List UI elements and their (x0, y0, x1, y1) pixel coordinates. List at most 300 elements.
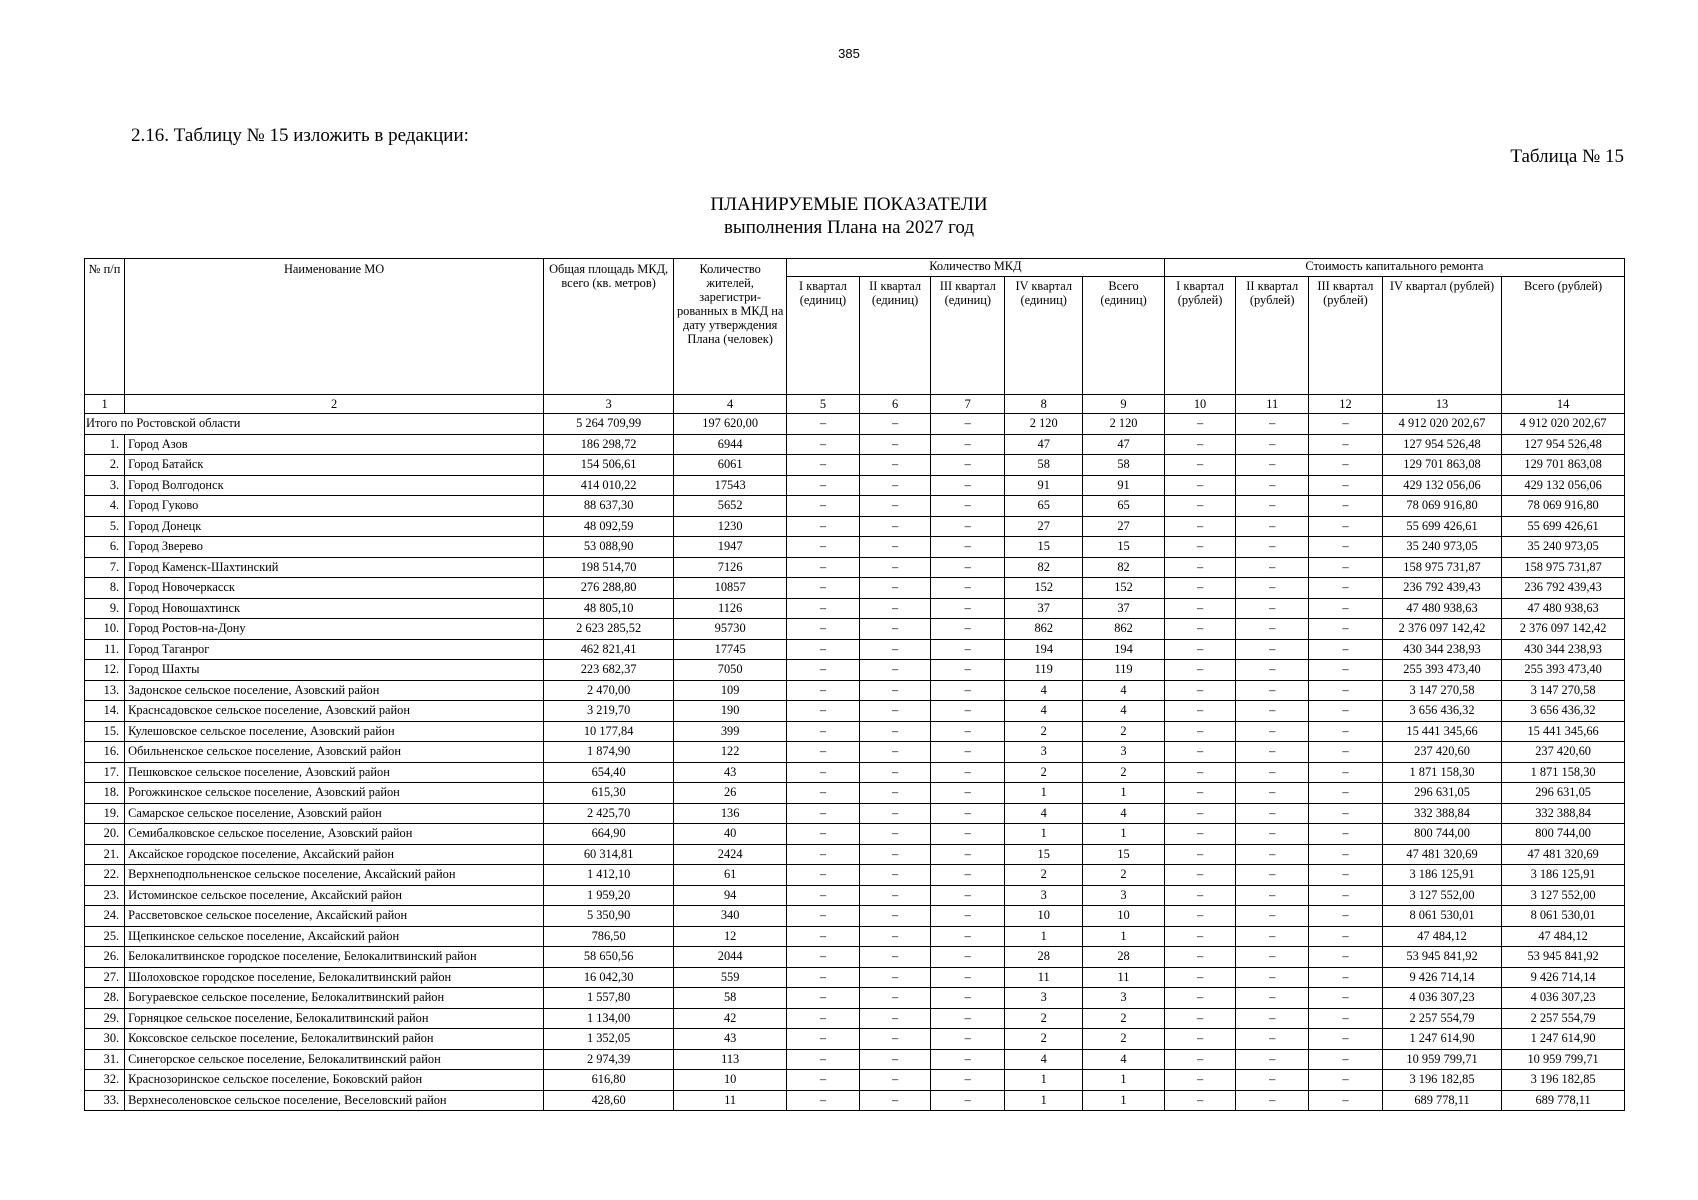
row-number: 23. (85, 885, 125, 906)
cost-q4-cell: 9 426 714,14 (1382, 967, 1501, 988)
mkd-q4-cell: 152 (1005, 578, 1083, 599)
column-number: 1 (85, 395, 125, 414)
cost-total-cell: 78 069 916,80 (1502, 496, 1625, 517)
cost-q3-cell: – (1309, 537, 1383, 558)
row-number: 5. (85, 516, 125, 537)
mkd-total-cell: 4 (1083, 1049, 1164, 1070)
cost-q3-cell: – (1309, 967, 1383, 988)
cost-total-cell: 158 975 731,87 (1502, 557, 1625, 578)
mkd-q2-cell: – (859, 475, 931, 496)
header-cost-q4: IV квартал (рублей) (1382, 277, 1501, 395)
table-row (85, 1008, 1625, 1029)
mkd-q4-cell: 1 (1005, 1090, 1083, 1111)
table-row (85, 475, 1625, 496)
cost-q2-cell: – (1236, 844, 1309, 865)
cost-total-cell: 53 945 841,92 (1502, 947, 1625, 968)
area-cell: 2 425,70 (544, 803, 674, 824)
mkd-total-cell: 37 (1083, 598, 1164, 619)
mkd-q3-cell: – (931, 988, 1005, 1009)
cost-q3-cell: – (1309, 680, 1383, 701)
column-number: 8 (1005, 395, 1083, 414)
table-row (85, 742, 1625, 763)
total-mkd-q4: 2 120 (1005, 414, 1083, 435)
cost-q3-cell: – (1309, 516, 1383, 537)
cost-q3-cell: – (1309, 721, 1383, 742)
area-cell: 53 088,90 (544, 537, 674, 558)
row-number: 17. (85, 762, 125, 783)
cost-q4-cell: 296 631,05 (1382, 783, 1501, 804)
plan-table (84, 258, 1625, 1111)
mkd-q1-cell: – (787, 865, 860, 886)
residents-cell: 7050 (674, 660, 787, 681)
total-label: Итого по Ростовской области (85, 414, 544, 435)
mkd-q4-cell: 1 (1005, 1070, 1083, 1091)
residents-cell: 10857 (674, 578, 787, 599)
row-number: 2. (85, 455, 125, 476)
row-number: 3. (85, 475, 125, 496)
row-number: 16. (85, 742, 125, 763)
mkd-q4-cell: 82 (1005, 557, 1083, 578)
mkd-q1-cell: – (787, 619, 860, 640)
municipality-name: Город Батайск (125, 455, 544, 476)
row-number: 31. (85, 1049, 125, 1070)
mkd-q3-cell: – (931, 455, 1005, 476)
residents-cell: 6944 (674, 434, 787, 455)
mkd-q4-cell: 4 (1005, 701, 1083, 722)
total-cost-total: 4 912 020 202,67 (1502, 414, 1625, 435)
cost-total-cell: 55 699 426,61 (1502, 516, 1625, 537)
cost-q3-cell: – (1309, 1049, 1383, 1070)
residents-cell: 12 (674, 926, 787, 947)
cost-total-cell: 1 871 158,30 (1502, 762, 1625, 783)
residents-cell: 17543 (674, 475, 787, 496)
cost-q2-cell: – (1236, 783, 1309, 804)
cost-total-cell: 3 656 436,32 (1502, 701, 1625, 722)
cost-q3-cell: – (1309, 885, 1383, 906)
mkd-q3-cell: – (931, 803, 1005, 824)
mkd-q1-cell: – (787, 947, 860, 968)
cost-q1-cell: – (1164, 885, 1236, 906)
cost-q3-cell: – (1309, 496, 1383, 517)
mkd-q2-cell: – (859, 947, 931, 968)
cost-q4-cell: 47 480 938,63 (1382, 598, 1501, 619)
municipality-name: Краснсадовское сельское поселение, Азовский район (125, 701, 544, 722)
mkd-q2-cell: – (859, 844, 931, 865)
mkd-total-cell: 65 (1083, 496, 1164, 517)
mkd-total-cell: 58 (1083, 455, 1164, 476)
area-cell: 1 352,05 (544, 1029, 674, 1050)
mkd-q2-cell: – (859, 516, 931, 537)
municipality-name: Город Новочеркасск (125, 578, 544, 599)
row-number: 22. (85, 865, 125, 886)
header-name: Наименование МО (125, 259, 544, 395)
mkd-q1-cell: – (787, 1090, 860, 1111)
cost-q1-cell: – (1164, 557, 1236, 578)
mkd-q3-cell: – (931, 721, 1005, 742)
cost-total-cell: 430 344 238,93 (1502, 639, 1625, 660)
mkd-total-cell: 1 (1083, 783, 1164, 804)
cost-q1-cell: – (1164, 865, 1236, 886)
cost-q4-cell: 1 871 158,30 (1382, 762, 1501, 783)
cost-q4-cell: 47 484,12 (1382, 926, 1501, 947)
mkd-q4-cell: 15 (1005, 844, 1083, 865)
cost-q3-cell: – (1309, 988, 1383, 1009)
mkd-q1-cell: – (787, 885, 860, 906)
mkd-q4-cell: 862 (1005, 619, 1083, 640)
cost-q3-cell: – (1309, 660, 1383, 681)
cost-q1-cell: – (1164, 578, 1236, 599)
area-cell: 48 092,59 (544, 516, 674, 537)
area-cell: 154 506,61 (544, 455, 674, 476)
cost-q2-cell: – (1236, 701, 1309, 722)
cost-q2-cell: – (1236, 1049, 1309, 1070)
mkd-total-cell: 1 (1083, 824, 1164, 845)
municipality-name: Синегорское сельское поселение, Белокалитвинский район (125, 1049, 544, 1070)
residents-cell: 95730 (674, 619, 787, 640)
area-cell: 664,90 (544, 824, 674, 845)
mkd-q3-cell: – (931, 824, 1005, 845)
mkd-total-cell: 4 (1083, 803, 1164, 824)
mkd-q2-cell: – (859, 619, 931, 640)
mkd-total-cell: 4 (1083, 680, 1164, 701)
table-row (85, 537, 1625, 558)
mkd-q2-cell: – (859, 537, 931, 558)
mkd-q1-cell: – (787, 516, 860, 537)
cost-q4-cell: 78 069 916,80 (1382, 496, 1501, 517)
residents-cell: 26 (674, 783, 787, 804)
mkd-q3-cell: – (931, 537, 1005, 558)
area-cell: 1 134,00 (544, 1008, 674, 1029)
area-cell: 2 470,00 (544, 680, 674, 701)
table-row (85, 619, 1625, 640)
area-cell: 462 821,41 (544, 639, 674, 660)
table-header (85, 259, 1625, 414)
mkd-q2-cell: – (859, 885, 931, 906)
mkd-q4-cell: 1 (1005, 926, 1083, 947)
cost-total-cell: 1 247 614,90 (1502, 1029, 1625, 1050)
total-cost-q2: – (1236, 414, 1309, 435)
cost-total-cell: 47 480 938,63 (1502, 598, 1625, 619)
total-cost-q4: 4 912 020 202,67 (1382, 414, 1501, 435)
mkd-q2-cell: – (859, 557, 931, 578)
residents-cell: 11 (674, 1090, 787, 1111)
mkd-total-cell: 2 (1083, 1008, 1164, 1029)
cost-q4-cell: 3 147 270,58 (1382, 680, 1501, 701)
area-cell: 276 288,80 (544, 578, 674, 599)
header-mkd-q3: III квартал (единиц) (931, 277, 1005, 395)
mkd-q2-cell: – (859, 1049, 931, 1070)
residents-cell: 94 (674, 885, 787, 906)
row-number: 26. (85, 947, 125, 968)
mkd-total-cell: 27 (1083, 516, 1164, 537)
residents-cell: 17745 (674, 639, 787, 660)
cost-q2-cell: – (1236, 947, 1309, 968)
cost-q3-cell: – (1309, 1008, 1383, 1029)
municipality-name: Город Новошахтинск (125, 598, 544, 619)
municipality-name: Шолоховское городское поселение, Белокалитвинский район (125, 967, 544, 988)
mkd-q3-cell: – (931, 598, 1005, 619)
cost-q4-cell: 255 393 473,40 (1382, 660, 1501, 681)
municipality-name: Пешковское сельское поселение, Азовский район (125, 762, 544, 783)
total-mkd-total: 2 120 (1083, 414, 1164, 435)
area-cell: 1 412,10 (544, 865, 674, 886)
column-number: 5 (787, 395, 860, 414)
cost-q4-cell: 3 127 552,00 (1382, 885, 1501, 906)
mkd-q2-cell: – (859, 639, 931, 660)
header-mkd-total: Всего (единиц) (1083, 277, 1164, 395)
document-title (0, 193, 1698, 239)
table-row (85, 803, 1625, 824)
row-number: 25. (85, 926, 125, 947)
mkd-total-cell: 2 (1083, 1029, 1164, 1050)
cost-total-cell: 429 132 056,06 (1502, 475, 1625, 496)
row-number: 11. (85, 639, 125, 660)
residents-cell: 340 (674, 906, 787, 927)
mkd-total-cell: 11 (1083, 967, 1164, 988)
municipality-name: Верхнеподпольненское сельское поселение, Аксайский район (125, 865, 544, 886)
mkd-q2-cell: – (859, 803, 931, 824)
residents-cell: 7126 (674, 557, 787, 578)
row-number: 27. (85, 967, 125, 988)
cost-q2-cell: – (1236, 721, 1309, 742)
row-number: 4. (85, 496, 125, 517)
cost-total-cell: 2 257 554,79 (1502, 1008, 1625, 1029)
row-number: 29. (85, 1008, 125, 1029)
row-number: 28. (85, 988, 125, 1009)
mkd-q2-cell: – (859, 783, 931, 804)
mkd-q1-cell: – (787, 455, 860, 476)
cost-total-cell: 127 954 526,48 (1502, 434, 1625, 455)
mkd-q4-cell: 119 (1005, 660, 1083, 681)
cost-q2-cell: – (1236, 434, 1309, 455)
table-row (85, 721, 1625, 742)
total-residents: 197 620,00 (674, 414, 787, 435)
header-area: Общая площадь МКД, всего (кв. метров) (544, 259, 674, 395)
cost-q1-cell: – (1164, 947, 1236, 968)
mkd-q1-cell: – (787, 475, 860, 496)
column-number: 11 (1236, 395, 1309, 414)
mkd-total-cell: 4 (1083, 701, 1164, 722)
cost-total-cell: 255 393 473,40 (1502, 660, 1625, 681)
mkd-q1-cell: – (787, 742, 860, 763)
area-cell: 16 042,30 (544, 967, 674, 988)
cost-q4-cell: 3 186 125,91 (1382, 865, 1501, 886)
table-row (85, 578, 1625, 599)
residents-cell: 190 (674, 701, 787, 722)
mkd-q3-cell: – (931, 967, 1005, 988)
mkd-q1-cell: – (787, 537, 860, 558)
cost-q4-cell: 236 792 439,43 (1382, 578, 1501, 599)
mkd-q1-cell: – (787, 906, 860, 927)
mkd-q1-cell: – (787, 598, 860, 619)
area-cell: 186 298,72 (544, 434, 674, 455)
mkd-q4-cell: 4 (1005, 1049, 1083, 1070)
mkd-q3-cell: – (931, 926, 1005, 947)
cost-q3-cell: – (1309, 803, 1383, 824)
residents-cell: 399 (674, 721, 787, 742)
cost-q1-cell: – (1164, 475, 1236, 496)
mkd-q2-cell: – (859, 926, 931, 947)
cost-q4-cell: 429 132 056,06 (1382, 475, 1501, 496)
municipality-name: Белокалитвинское городское поселение, Белокалитвинский район (125, 947, 544, 968)
municipality-name: Верхнесоленовское сельское поселение, Веселовский район (125, 1090, 544, 1111)
mkd-q3-cell: – (931, 1049, 1005, 1070)
mkd-q3-cell: – (931, 844, 1005, 865)
cost-q4-cell: 10 959 799,71 (1382, 1049, 1501, 1070)
table-row (85, 1049, 1625, 1070)
cost-total-cell: 4 036 307,23 (1502, 988, 1625, 1009)
mkd-q3-cell: – (931, 619, 1005, 640)
mkd-total-cell: 1 (1083, 1070, 1164, 1091)
header-mkd-group: Количество МКД (787, 259, 1165, 277)
mkd-total-cell: 47 (1083, 434, 1164, 455)
cost-q2-cell: – (1236, 619, 1309, 640)
table-row (85, 639, 1625, 660)
area-cell: 615,30 (544, 783, 674, 804)
residents-cell: 1230 (674, 516, 787, 537)
mkd-total-cell: 28 (1083, 947, 1164, 968)
mkd-q3-cell: – (931, 1090, 1005, 1111)
mkd-q4-cell: 3 (1005, 885, 1083, 906)
mkd-q1-cell: – (787, 988, 860, 1009)
cost-q3-cell: – (1309, 598, 1383, 619)
row-number: 1. (85, 434, 125, 455)
mkd-q3-cell: – (931, 660, 1005, 681)
cost-q1-cell: – (1164, 639, 1236, 660)
cost-q3-cell: – (1309, 906, 1383, 927)
total-cost-q3: – (1309, 414, 1383, 435)
mkd-q2-cell: – (859, 1070, 931, 1091)
area-cell: 654,40 (544, 762, 674, 783)
residents-cell: 109 (674, 680, 787, 701)
mkd-q3-cell: – (931, 1070, 1005, 1091)
residents-cell: 1947 (674, 537, 787, 558)
column-number: 14 (1502, 395, 1625, 414)
mkd-q1-cell: – (787, 803, 860, 824)
mkd-total-cell: 91 (1083, 475, 1164, 496)
municipality-name: Горняцкое сельское поселение, Белокалитвинский район (125, 1008, 544, 1029)
mkd-total-cell: 10 (1083, 906, 1164, 927)
cost-total-cell: 35 240 973,05 (1502, 537, 1625, 558)
mkd-total-cell: 2 (1083, 721, 1164, 742)
table-caption: Таблица № 15 (1510, 146, 1624, 167)
cost-total-cell: 10 959 799,71 (1502, 1049, 1625, 1070)
mkd-q4-cell: 2 (1005, 1008, 1083, 1029)
mkd-q4-cell: 4 (1005, 803, 1083, 824)
cost-q4-cell: 332 388,84 (1382, 803, 1501, 824)
area-cell: 223 682,37 (544, 660, 674, 681)
mkd-total-cell: 82 (1083, 557, 1164, 578)
mkd-total-cell: 3 (1083, 988, 1164, 1009)
municipality-name: Богураевское сельское поселение, Белокалитвинский район (125, 988, 544, 1009)
intro-paragraph: 2.16. Таблицу № 15 изложить в редакции: (131, 125, 469, 146)
cost-total-cell: 3 147 270,58 (1502, 680, 1625, 701)
mkd-q1-cell: – (787, 783, 860, 804)
cost-q3-cell: – (1309, 619, 1383, 640)
total-cost-q1: – (1164, 414, 1236, 435)
mkd-q4-cell: 27 (1005, 516, 1083, 537)
table-body (85, 414, 1625, 1111)
cost-q4-cell: 430 344 238,93 (1382, 639, 1501, 660)
municipality-name: Город Гуково (125, 496, 544, 517)
mkd-q3-cell: – (931, 434, 1005, 455)
row-number: 8. (85, 578, 125, 599)
mkd-total-cell: 3 (1083, 885, 1164, 906)
table-row (85, 762, 1625, 783)
mkd-q2-cell: – (859, 824, 931, 845)
cost-q2-cell: – (1236, 1008, 1309, 1029)
cost-q2-cell: – (1236, 537, 1309, 558)
cost-q3-cell: – (1309, 783, 1383, 804)
mkd-q4-cell: 11 (1005, 967, 1083, 988)
cost-q1-cell: – (1164, 496, 1236, 517)
cost-q4-cell: 2 257 554,79 (1382, 1008, 1501, 1029)
residents-cell: 43 (674, 1029, 787, 1050)
municipality-name: Город Азов (125, 434, 544, 455)
cost-q1-cell: – (1164, 844, 1236, 865)
cost-q3-cell: – (1309, 1090, 1383, 1111)
mkd-q3-cell: – (931, 742, 1005, 763)
area-cell: 3 219,70 (544, 701, 674, 722)
municipality-name: Задонское сельское поселение, Азовский район (125, 680, 544, 701)
row-number: 33. (85, 1090, 125, 1111)
cost-q3-cell: – (1309, 578, 1383, 599)
table-row (85, 516, 1625, 537)
mkd-q3-cell: – (931, 578, 1005, 599)
table-row (85, 988, 1625, 1009)
cost-q3-cell: – (1309, 1070, 1383, 1091)
cost-q1-cell: – (1164, 926, 1236, 947)
cost-q1-cell: – (1164, 455, 1236, 476)
header-num: № п/п (85, 259, 125, 395)
table-row (85, 1090, 1625, 1111)
row-number: 9. (85, 598, 125, 619)
column-number: 6 (859, 395, 931, 414)
row-number: 7. (85, 557, 125, 578)
residents-cell: 43 (674, 762, 787, 783)
cost-q1-cell: – (1164, 619, 1236, 640)
row-number: 12. (85, 660, 125, 681)
row-number: 19. (85, 803, 125, 824)
table-row (85, 660, 1625, 681)
mkd-q2-cell: – (859, 988, 931, 1009)
area-cell: 60 314,81 (544, 844, 674, 865)
mkd-q2-cell: – (859, 701, 931, 722)
cost-q4-cell: 3 196 182,85 (1382, 1070, 1501, 1091)
header-mkd-q1: I квартал (единиц) (787, 277, 860, 395)
mkd-q1-cell: – (787, 844, 860, 865)
residents-cell: 5652 (674, 496, 787, 517)
mkd-q4-cell: 3 (1005, 988, 1083, 1009)
table-row (85, 1029, 1625, 1050)
area-cell: 1 874,90 (544, 742, 674, 763)
mkd-q3-cell: – (931, 906, 1005, 927)
table-row (85, 906, 1625, 927)
row-number: 24. (85, 906, 125, 927)
mkd-q4-cell: 10 (1005, 906, 1083, 927)
row-number: 32. (85, 1070, 125, 1091)
mkd-q2-cell: – (859, 967, 931, 988)
column-number: 4 (674, 395, 787, 414)
mkd-q2-cell: – (859, 434, 931, 455)
cost-q3-cell: – (1309, 639, 1383, 660)
header-residents: Количество жителей, зарегистри-рованных в МКД на дату утверждения Плана (человек) (674, 259, 787, 395)
mkd-q3-cell: – (931, 865, 1005, 886)
cost-q2-cell: – (1236, 578, 1309, 599)
table-row (85, 967, 1625, 988)
area-cell: 5 350,90 (544, 906, 674, 927)
area-cell: 616,80 (544, 1070, 674, 1091)
